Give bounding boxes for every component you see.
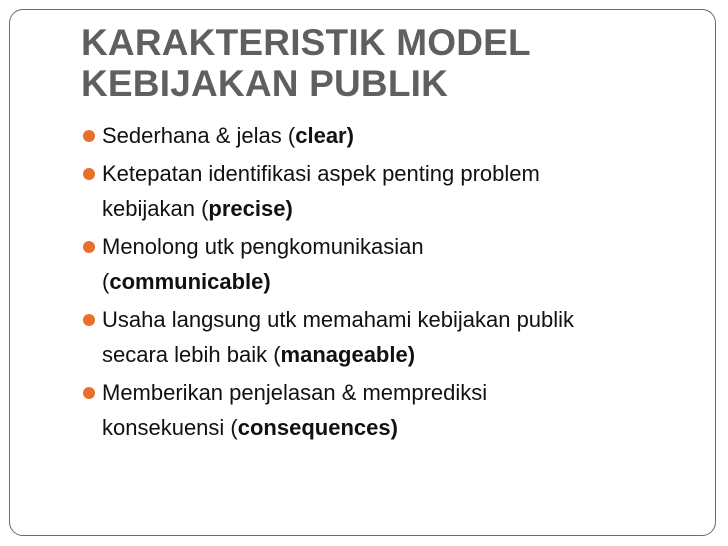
bullet-dot-icon xyxy=(83,241,95,253)
bullet-dot-icon xyxy=(83,130,95,142)
bullet-dot-icon xyxy=(83,168,95,180)
bullet-line xyxy=(102,191,694,226)
bullet-text-plain: Usaha langsung utk memahami kebijakan publik xyxy=(102,307,575,332)
bullet-text-plain: kebijakan ( xyxy=(102,196,209,221)
bullet-text-bold: communicable) xyxy=(109,269,271,294)
bullet-item-communicable xyxy=(84,229,694,299)
bullet-line xyxy=(102,156,694,191)
slide-title-line-2: KEBIJAKAN PUBLIK xyxy=(81,63,449,104)
bullet-text-bold: manageable) xyxy=(280,342,416,367)
bullet-text-bold: clear) xyxy=(295,123,354,148)
bullet-dot-icon xyxy=(83,387,95,399)
bullet-line xyxy=(102,118,694,153)
bullet-text-plain: Ketepatan identifikasi aspek penting problem xyxy=(102,161,540,186)
bullet-item-precise xyxy=(84,156,694,226)
slide-title-line-1: KARAKTERISTIK MODEL xyxy=(81,22,531,63)
bullet-line xyxy=(102,410,694,445)
bullet-list xyxy=(84,118,694,448)
bullet-text-plain: Memberikan penjelasan & memprediksi xyxy=(102,380,488,405)
bullet-text-bold: consequences) xyxy=(237,415,398,440)
bullet-item-consequences xyxy=(84,375,694,445)
bullet-item-manageable xyxy=(84,302,694,372)
bullet-item-clear xyxy=(84,118,694,153)
bullet-line xyxy=(102,229,694,264)
bullet-line xyxy=(102,337,694,372)
bullet-text-plain: secara lebih baik ( xyxy=(102,342,281,367)
bullet-line xyxy=(102,264,694,299)
bullet-text-bold: precise) xyxy=(208,196,293,221)
bullet-text-plain: konsekuensi ( xyxy=(102,415,238,440)
bullet-text-plain: Menolong utk pengkomunikasian xyxy=(102,234,424,259)
bullet-dot-icon xyxy=(83,314,95,326)
bullet-line xyxy=(102,375,694,410)
bullet-text-plain: ( xyxy=(102,269,110,294)
bullet-line xyxy=(102,302,694,337)
bullet-text-plain: Sederhana & jelas ( xyxy=(102,123,296,148)
slide-title xyxy=(81,22,681,104)
